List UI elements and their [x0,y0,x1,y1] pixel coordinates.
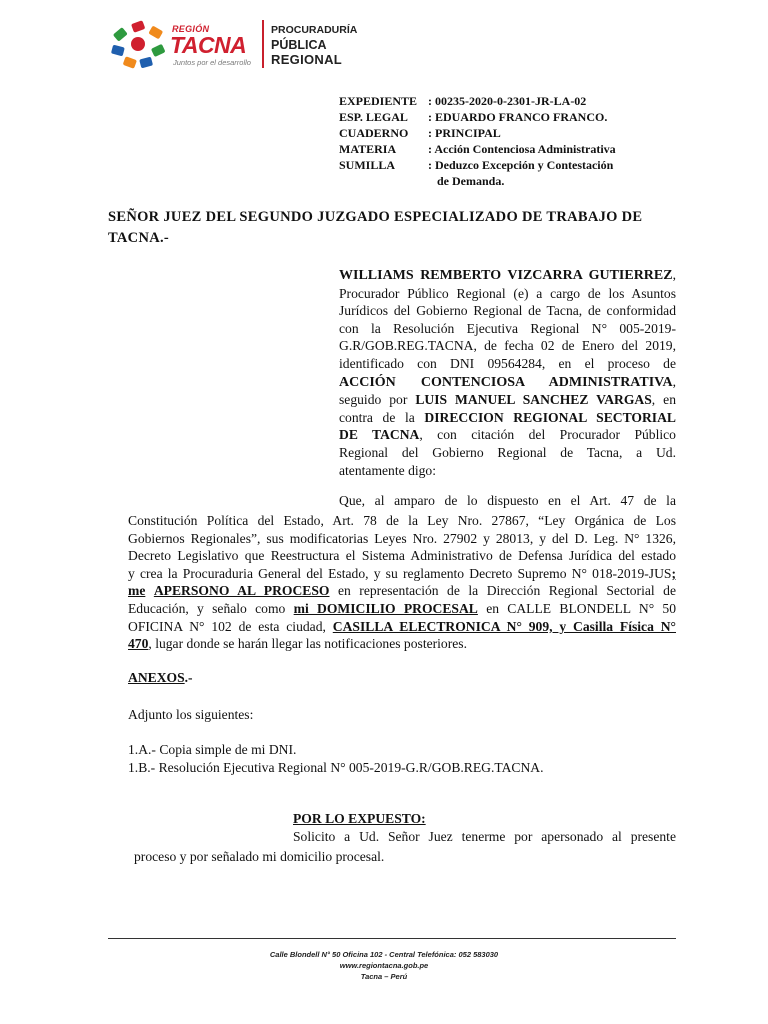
region-tagline: Juntos por el desarrollo [173,58,251,67]
closing-title [293,810,426,828]
expediente-label: EXPEDIENTE [339,94,418,108]
procuraduria-line-2: PÚBLICA [271,38,327,52]
domicilio-procesal-text: mi DOMICILIO PROCESAL [293,600,478,616]
materia-label: MATERIA [339,142,397,156]
intro-line [339,391,676,409]
intro-paragraph [339,266,676,479]
intro-line-10-b: , con citación del Procurador Público [419,427,676,443]
addressee-heading-line-2: TACNA.- [108,230,170,246]
esp-legal-row [339,110,607,125]
intro-line [339,266,676,285]
body-line: Decreto Legislativo que Reestructura el Sistema Administrativo de Defensa Jurídica del estado [128,548,676,564]
footer-address: Calle Blondell N° 50 Oficina 102 - Central Telefónica: 052 583030 [269,950,499,959]
materia-row [339,142,616,157]
closing-line: Solicito a Ud. Señor Juez tenerme por apersonado al presente [293,829,676,844]
esp-legal-value: : EDUARDO FRANCO FRANCO. [428,110,608,124]
closing-line-1-box [293,828,676,846]
procurador-name: WILLIAMS REMBERTO VIZCARRA GUTIERREZ [339,268,673,283]
expediente-row [339,94,586,109]
sumilla-continuation: de Demanda. [437,174,505,188]
process-type: ACCIÓN CONTENCIOSA ADMINISTRATIVA [339,374,673,390]
esp-legal-label: ESP. LEGAL [339,110,408,124]
me-text: me [128,583,146,599]
casilla-text: CASILLA ELECTRONICA N° 909, y Casilla Física N° [332,618,676,634]
anexos-intro: Adjunto los siguientes: [128,707,254,722]
body-line [128,582,676,600]
sumilla-value: : Deduzco Excepción y Contestación [428,158,614,172]
body-line [128,565,676,583]
intro-line: con la Resolución Ejecutiva Regional N° 005-2019- [339,320,676,336]
intro-line [339,409,676,427]
anexo-item: 1.A.- Copia simple de mi DNI. [128,742,297,757]
body-line-5-b: ; [671,565,676,581]
logo-divider [262,20,264,68]
intro-line: G.R/GOB.REG.TACNA, de fecha 02 de Enero del 2019, [339,338,676,354]
intro-line [339,426,676,444]
region-small-label: REGIÓN [172,24,210,34]
sumilla-label: SUMILLA [339,158,396,172]
closing-line: proceso y por señalado mi domicilio procesal. [134,849,385,864]
addressee-heading-line-1: SEÑOR JUEZ DEL SEGUNDO JUZGADO ESPECIALIZADO DE TRABAJO DE [108,209,643,225]
defendant-name-cont: DE TACNA [339,427,420,443]
intro-line: Regional del Gobierno Regional de Tacna, a Ud. [339,444,676,460]
body-line [128,600,676,618]
region-tacna-emblem-icon [110,18,166,70]
plaintiff-name: LUIS MANUEL SANCHEZ VARGAS [415,392,652,408]
region-big-label: TACNA [170,32,247,58]
apersono-text: APERSONO AL PROCESO [153,583,330,599]
body-line: Constitución Política del Estado, Art. 78 de la Ley Nro. 27867, “Ley Orgánica de Los [128,513,676,528]
intro-line-7-end: , [672,373,676,389]
anexos-title-text: ANEXOS [128,670,185,685]
casilla-number: 470 [128,636,149,652]
intro-line [339,373,676,392]
footer-location: Tacna – Perú [360,972,408,981]
intro-line-1-end: , [672,267,676,282]
body-line-7-c: en CALLE BLONDELL N° 50 [486,600,677,616]
materia-value: : Acción Contenciosa Administrativa [428,142,616,156]
expediente-value: : 00235-2020-0-2301-JR-LA-02 [428,94,587,108]
body-line-1-box [339,492,676,510]
intro-line: atentamente digo: [339,462,437,478]
body-line-7-a: Educación, y señalo como [128,600,286,616]
intro-line: Procurador Público Regional (e) a cargo de los Asuntos [339,285,676,301]
intro-line-8-c: , en [651,392,676,408]
body-line [128,618,676,636]
body-line-6-c: en representación de la Dirección Regional Sectorial de [337,583,676,599]
anexo-item: 1.B.- Resolución Ejecutiva Regional N° 005-2019-G.R/GOB.REG.TACNA. [128,760,544,775]
closing-title-text: POR LO EXPUESTO: [293,811,426,826]
intro-line: identificado con DNI 09564284, en el proceso de [339,355,676,371]
body-line: Gobiernos Regionales”, sus modificatorias Leyes Nro. 27902 y 28013, y del D. Leg. N° 1326, [128,530,676,546]
anexos-title-end: .- [184,670,193,685]
procuraduria-line-3: REGIONAL [271,52,343,67]
body-line-9-b: , lugar donde se harán llegar las notificaciones posteriores. [148,636,467,652]
cuaderno-row [339,126,501,141]
sumilla-row [339,158,613,173]
defendant-name: DIRECCION REGIONAL SECTORIAL [424,409,676,425]
body-paragraph [128,512,676,653]
cuaderno-label: CUADERNO [339,126,409,140]
intro-line: Jurídicos del Gobierno Regional de Tacna, de conformidad [339,303,676,319]
intro-line-9-a: contra de la [339,409,415,425]
anexos-title [128,669,193,687]
body-line-8-a: OFICINA N° 102 de esta ciudad, [128,618,326,634]
body-line [128,635,676,653]
header-logo [110,18,370,70]
footer-divider [108,938,676,939]
footer-website: www.regiontacna.gob.pe [339,961,429,970]
cuaderno-value: : PRINCIPAL [428,126,501,140]
body-line: Que, al amparo de lo dispuesto en el Art. 47 de la [339,493,676,508]
body-line-5-a: y crea la Procuraduria General del Estado, y su reglamento Decreto Supremo N° 018-2019-JUS [128,565,672,581]
procuraduria-line-1: PROCURADURÍA [271,24,358,36]
intro-line-8-a: seguido por [339,392,408,408]
